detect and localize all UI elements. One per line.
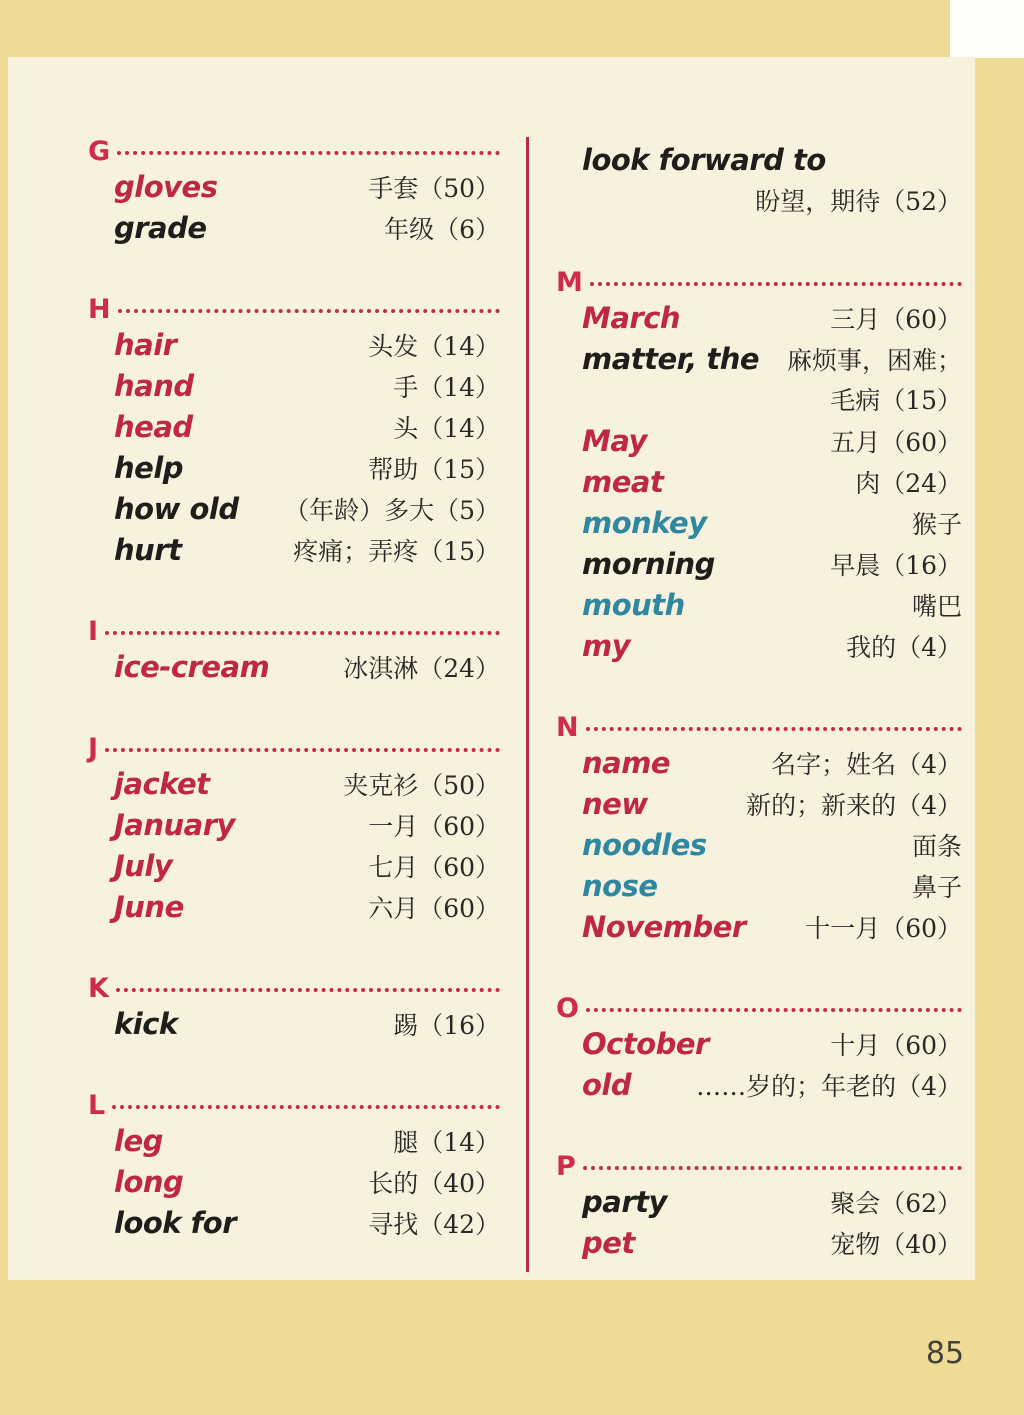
section-header — [88, 137, 500, 167]
word-row — [556, 907, 962, 948]
english-word: noodles — [582, 828, 707, 862]
word-entry — [556, 825, 962, 866]
column-divider — [526, 137, 529, 1272]
english-word: gloves — [114, 170, 218, 204]
section-N — [556, 713, 962, 948]
word-entry — [88, 208, 500, 249]
english-word: head — [114, 410, 193, 444]
word-row — [556, 1223, 962, 1264]
word-row — [556, 544, 962, 585]
word-row — [556, 339, 962, 380]
chinese-translation: 寻找（42） — [368, 1210, 500, 1239]
chinese-translation: 宠物（40） — [830, 1230, 962, 1259]
word-entry — [88, 846, 500, 887]
word-row — [88, 1162, 500, 1203]
section-letter: J — [88, 733, 99, 764]
word-entry — [88, 489, 500, 530]
section-letter: G — [88, 136, 111, 167]
word-entry — [556, 503, 962, 544]
section-header — [556, 268, 962, 298]
word-row — [556, 140, 962, 181]
english-word: hand — [114, 369, 194, 403]
section-I — [88, 617, 500, 688]
word-row — [556, 462, 962, 503]
section-letter: H — [88, 294, 111, 325]
english-word: January — [114, 808, 235, 842]
section-header — [88, 1091, 500, 1121]
word-entry — [556, 544, 962, 585]
english-word: March — [582, 301, 681, 335]
section-J — [88, 734, 500, 928]
word-row — [88, 530, 500, 571]
glossary-column-left — [88, 137, 500, 1290]
glossary-column-right — [556, 140, 962, 1310]
word-entry — [556, 784, 962, 825]
dotted-leader — [105, 748, 500, 752]
word-row — [556, 1065, 962, 1106]
english-word: name — [582, 746, 671, 780]
word-entry — [88, 1203, 500, 1244]
chinese-translation: 鼻子 — [911, 873, 962, 902]
dotted-leader — [117, 151, 500, 155]
section-header — [88, 617, 500, 647]
english-word: October — [582, 1027, 709, 1061]
word-row — [556, 626, 962, 667]
word-entry — [88, 1162, 500, 1203]
section-G — [88, 137, 500, 249]
chinese-translation: 肉（24） — [855, 469, 962, 498]
word-entry — [88, 1121, 500, 1162]
english-word: my — [582, 629, 631, 663]
word-row — [556, 585, 962, 626]
translation-row — [556, 181, 962, 222]
english-word: monkey — [582, 506, 707, 540]
word-row — [88, 1121, 500, 1162]
chinese-translation: 冰淇淋（24） — [343, 654, 500, 683]
word-entry — [556, 1223, 962, 1264]
english-word: hair — [114, 328, 177, 362]
section-K — [88, 974, 500, 1045]
section-L — [88, 1091, 500, 1244]
word-entry — [556, 339, 962, 421]
chinese-translation: 十月（60） — [830, 1031, 962, 1060]
section-letter: O — [556, 993, 579, 1024]
word-entry — [556, 1182, 962, 1223]
word-row — [88, 208, 500, 249]
word-entry — [556, 743, 962, 784]
dotted-leader — [118, 309, 500, 313]
section-letter: L — [88, 1090, 106, 1121]
section-continued — [556, 140, 962, 222]
word-row — [88, 805, 500, 846]
word-row — [556, 1024, 962, 1065]
section-letter: P — [556, 1151, 576, 1182]
chinese-translation: 五月（60） — [830, 428, 962, 457]
translation-continued-row — [556, 380, 962, 421]
english-word: look for — [114, 1206, 237, 1240]
chinese-translation: 早晨（16） — [830, 551, 962, 580]
english-word: look forward to — [582, 143, 826, 177]
word-entry — [556, 140, 962, 222]
chinese-translation: 嘴巴 — [911, 592, 962, 621]
english-word: July — [114, 849, 173, 883]
english-word: new — [582, 787, 648, 821]
section-letter: N — [556, 712, 579, 743]
chinese-translation: 我的（4） — [846, 633, 962, 662]
word-row — [88, 366, 500, 407]
section-header — [556, 994, 962, 1024]
word-row — [88, 1203, 500, 1244]
word-entry — [88, 167, 500, 208]
word-row — [88, 489, 500, 530]
chinese-translation: 帮助（15） — [368, 455, 500, 484]
english-word: how old — [114, 492, 239, 526]
word-entry — [88, 764, 500, 805]
english-word: jacket — [114, 767, 210, 801]
glossary-page — [8, 57, 975, 1280]
english-word: leg — [114, 1124, 163, 1158]
word-entry — [556, 626, 962, 667]
dotted-leader — [586, 1008, 962, 1012]
dotted-leader — [586, 727, 962, 731]
chinese-translation: 麻烦事，困难； — [786, 346, 962, 375]
chinese-translation: 面条 — [911, 832, 962, 861]
word-entry — [88, 1004, 500, 1045]
section-M — [556, 268, 962, 667]
section-header — [88, 734, 500, 764]
chinese-translation: 猴子 — [911, 510, 962, 539]
word-entry — [88, 325, 500, 366]
chinese-translation: ……岁的；年老的（4） — [696, 1072, 962, 1101]
chinese-translation: 十一月（60） — [805, 914, 962, 943]
chinese-translation: 长的（40） — [368, 1169, 500, 1198]
page-number: 85 — [925, 1336, 965, 1371]
word-row — [556, 784, 962, 825]
english-word: hurt — [114, 533, 182, 567]
chinese-translation: 七月（60） — [368, 853, 500, 882]
english-word: matter, the — [582, 342, 760, 376]
english-word: help — [114, 451, 184, 485]
word-entry — [88, 448, 500, 489]
english-word: pet — [582, 1226, 635, 1260]
dotted-leader — [112, 1105, 500, 1109]
word-entry — [556, 907, 962, 948]
section-header — [88, 974, 500, 1004]
chinese-translation: 一月（60） — [368, 812, 500, 841]
dotted-leader — [116, 988, 500, 992]
english-word: November — [582, 910, 746, 944]
english-word: nose — [582, 869, 658, 903]
word-entry — [556, 866, 962, 907]
chinese-translation: 手（14） — [393, 373, 500, 402]
word-entry — [88, 366, 500, 407]
word-row — [88, 1004, 500, 1045]
word-entry — [88, 805, 500, 846]
english-word: ice-cream — [114, 650, 270, 684]
dotted-leader — [105, 631, 500, 635]
word-row — [556, 1182, 962, 1223]
english-word: grade — [114, 211, 207, 245]
word-entry — [88, 647, 500, 688]
chinese-translation: 踢（16） — [393, 1011, 500, 1040]
section-header — [556, 1152, 962, 1182]
word-row — [88, 325, 500, 366]
chinese-translation: 夹克衫（50） — [343, 771, 500, 800]
word-entry — [88, 887, 500, 928]
chinese-translation: 名字；姓名（4） — [771, 750, 962, 779]
section-H — [88, 295, 500, 571]
word-entry — [88, 530, 500, 571]
chinese-translation: 手套（50） — [368, 174, 500, 203]
word-row — [88, 887, 500, 928]
chinese-translation: 头（14） — [393, 414, 500, 443]
english-word: old — [582, 1068, 632, 1102]
chinese-translation: 三月（60） — [830, 305, 962, 334]
section-letter: K — [88, 973, 109, 1004]
english-word: morning — [582, 547, 715, 581]
word-row — [556, 866, 962, 907]
chinese-translation-continued: 毛病（15） — [830, 386, 962, 415]
english-word: mouth — [582, 588, 685, 622]
english-word: June — [114, 890, 184, 924]
chinese-translation: 盼望，期待（52） — [755, 187, 962, 216]
dotted-leader — [583, 1166, 962, 1170]
word-entry — [556, 1024, 962, 1065]
english-word: party — [582, 1185, 667, 1219]
word-row — [88, 448, 500, 489]
english-word: kick — [114, 1007, 178, 1041]
chinese-translation: （年龄）多大（5） — [284, 496, 500, 525]
section-letter: I — [88, 616, 99, 647]
word-entry — [556, 1065, 962, 1106]
word-entry — [556, 298, 962, 339]
dotted-leader — [590, 282, 962, 286]
word-row — [556, 298, 962, 339]
word-row — [556, 743, 962, 784]
english-word: May — [582, 424, 647, 458]
chinese-translation: 六月（60） — [368, 894, 500, 923]
section-P — [556, 1152, 962, 1264]
word-entry — [88, 407, 500, 448]
word-row — [88, 647, 500, 688]
word-row — [88, 846, 500, 887]
section-letter: M — [556, 267, 583, 298]
english-word: long — [114, 1165, 184, 1199]
chinese-translation: 头发（14） — [368, 332, 500, 361]
chinese-translation: 疼痛；弄疼（15） — [293, 537, 500, 566]
word-entry — [556, 421, 962, 462]
word-row — [556, 503, 962, 544]
section-header — [88, 295, 500, 325]
word-entry — [556, 585, 962, 626]
word-row — [556, 825, 962, 866]
chinese-translation: 新的；新来的（4） — [746, 791, 962, 820]
scan-corner — [950, 0, 1024, 58]
chinese-translation: 年级（6） — [384, 215, 500, 244]
word-row — [88, 167, 500, 208]
chinese-translation: 聚会（62） — [830, 1189, 962, 1218]
word-row — [88, 407, 500, 448]
word-row — [556, 421, 962, 462]
word-row — [88, 764, 500, 805]
english-word: meat — [582, 465, 664, 499]
chinese-translation: 腿（14） — [393, 1128, 500, 1157]
section-header — [556, 713, 962, 743]
section-O — [556, 994, 962, 1106]
word-entry — [556, 462, 962, 503]
